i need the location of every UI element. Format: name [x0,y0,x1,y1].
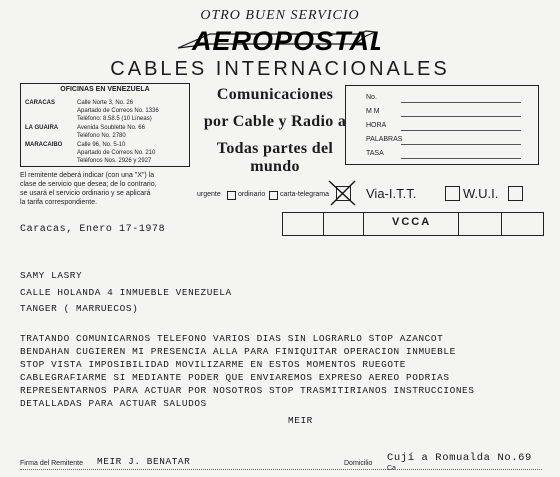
domicile-value: Cují a Romualda No.69 [387,452,532,464]
grid-divider [363,213,364,235]
urgent-label: urgente [197,191,221,198]
instruction-line: la tarifa correspondiente. [20,199,98,206]
service-field-label: HORA [366,122,387,129]
domicile-label: Domicilio [344,460,373,467]
domicile-extra: Ca [387,465,396,472]
checkmark-x-icon [327,179,359,207]
place-date [20,224,165,235]
tagline: OTRO BUEN SERVICIO [200,8,360,23]
footer-divider [20,469,542,470]
place-date-prefix: Caracas, Enero [20,224,120,235]
office-detail: Teléfono: 8.58.5 (10 Líneas) [77,116,152,122]
office-detail: Teléfono No. 2780 [77,133,126,139]
office-detail: Calle 96, No. 5-10 [77,142,126,148]
grid-divider [501,213,502,235]
service-field-line[interactable] [401,158,521,159]
message-line: BENDAHAN CUGIEREN MI PRESENCIA ALLA PARA FINIQUITAR OPERACION INMUEBLE [20,346,456,357]
service-field-line[interactable] [401,116,521,117]
sender-value: MEIR J. BENATAR [97,456,191,467]
addressee-city: TANGER ( MARRUECOS) [20,303,139,314]
service-field-line[interactable] [401,144,521,145]
wui-label: W.U.I. [463,186,499,201]
message-signoff: MEIR [288,415,313,426]
letter-telegram-label: carta-telegrama [280,191,330,198]
ordinary-label: ordinario [238,191,266,198]
urgent-checkbox[interactable] [227,191,236,200]
communications-line-2: por Cable y Radio a [203,113,347,130]
message-line: DETALLADAS PARA ACTUAR SALUDOS [20,398,207,409]
instruction-line: clase de servicio que desea; de lo contrario, [20,181,157,188]
office-city: CARACAS [25,100,55,106]
office-detail: Calle Norte 3, No. 26 [77,100,134,106]
page-title: CABLES INTERNACIONALES [110,58,450,80]
office-city: MARACAIBO [25,142,63,148]
logo-wing-icon [170,28,380,56]
communications-line-3: Todas partes del mundo [216,140,334,175]
addressee-street: CALLE HOLANDA 4 INMUEBLE VENEZUELA [20,287,232,298]
sender-label: Firma del Remitente [20,460,84,467]
message-line: STOP VISTA IMPOSIBILIDAD MOVILIZARME EN ESTOS MOMENTOS RUEGOTE [20,359,407,370]
grid-divider [458,213,459,235]
service-field-label: M M [366,108,380,115]
service-instructions [20,171,280,207]
communications-line-1: Comunicaciones [216,86,334,103]
extra-checkbox[interactable] [508,186,523,201]
ordinary-checkbox[interactable] [269,191,278,200]
message-line: TRATANDO COMUNICARNOS TELEFONO VARIOS DIAS SIN LOGRARLO STOP AZANCOT [20,333,444,344]
office-detail: Teléfonos Nos. 2926 y 2927 [77,158,152,164]
brand-name: AEROPOSTAL [192,28,380,56]
offices-box [20,83,190,167]
via-itt-label: Via-I.T.T. [366,186,417,201]
instruction-line: se usará el servicio ordinario y se aplicará [20,190,151,197]
message-line: CABLEGRAFIARME SI MEDIANTE PODER QUE ENVIAREMOS EXPRESO AEREO PODRIAS [20,372,450,383]
date-value: 17-1978 [119,224,166,235]
office-detail: Avenida Soublette No. 66 [77,125,145,131]
office-detail: Apartado de Correos No. 210 [77,150,156,156]
addressee-name: SAMY LASRY [20,270,83,281]
offices-heading: OFICINAS EN VENEZUELA [60,86,150,93]
service-field-label: PALABRAS [366,136,403,143]
wui-checkbox[interactable] [445,186,460,201]
office-detail: Apartado de Correos No. 1336 [77,108,159,114]
office-city: LA GUAIRA [25,125,59,131]
aeropostal-logo [170,28,380,56]
grid-divider [323,213,324,235]
service-field-line[interactable] [401,130,521,131]
service-field-label: No. [366,94,377,101]
service-field-line[interactable] [401,102,521,103]
service-box [345,85,539,165]
via-itt-checkbox[interactable] [336,186,351,201]
instruction-line: El remitente deberá indicar (con una "X") la [20,172,155,179]
service-field-label: TASA [366,150,384,157]
message-line: REPRESENTARNOS PARA ACTUAR POR NOSOTROS STOP TRASMITIRIANOS INSTRUCCIONES [20,385,475,396]
routing-code: VCCA [392,216,432,228]
